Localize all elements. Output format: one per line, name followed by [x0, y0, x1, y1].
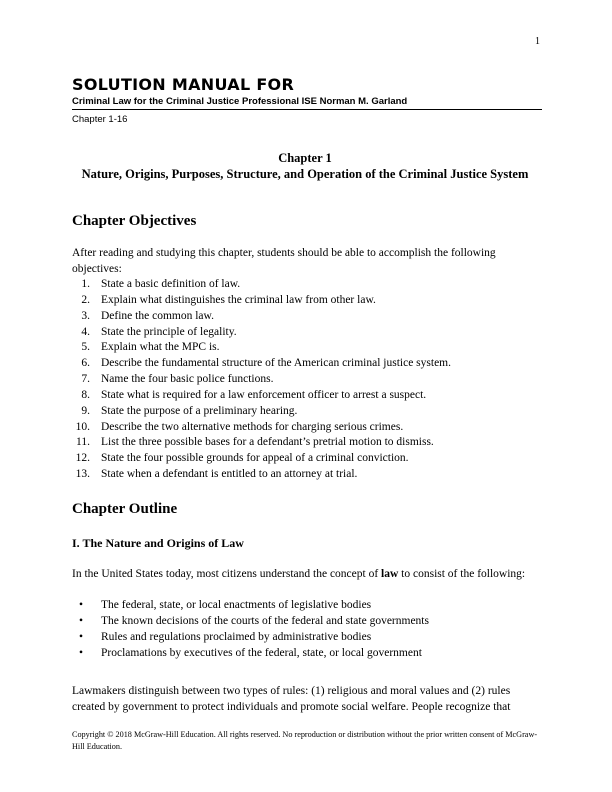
objective-number: 11.: [76, 436, 90, 449]
objective-text: Explain what the MPC is.: [101, 341, 220, 354]
objective-number: 7.: [81, 373, 90, 386]
chapter-title: Nature, Origins, Purposes, Structure, and Operation of the Criminal Justice System: [81, 167, 529, 181]
chapter-range: Chapter 1-16: [72, 114, 128, 125]
objective-item: [72, 372, 542, 388]
bullet-item: [72, 598, 542, 614]
objective-text: State the principle of legality.: [101, 325, 237, 338]
objective-number: 12.: [75, 452, 90, 465]
objectives-intro: After reading and studying this chapter, students should be able to accomplish the following objectives:: [72, 247, 496, 275]
bullet-text: Proclamations by executives of the federal, state, or local government: [101, 646, 422, 659]
objective-item: [72, 340, 542, 356]
document-subtitle: Criminal Law for the Criminal Justice Professional ISE Norman M. Garland: [72, 96, 408, 107]
objective-text: List the three possible bases for a defendant’s pretrial motion to dismiss.: [101, 436, 434, 449]
document-title: SOLUTION MANUAL FOR: [72, 75, 295, 94]
bullet-icon: •: [79, 646, 84, 659]
term-law: law: [381, 568, 399, 580]
bullet-item: [72, 630, 542, 646]
objective-text: Explain what distinguishes the criminal law from other law.: [101, 293, 376, 306]
page-number: 1: [535, 36, 540, 47]
objective-text: Describe the fundamental structure of the American criminal justice system.: [101, 357, 451, 370]
bullet-icon: •: [79, 614, 84, 627]
chapter-label: Chapter 1: [278, 151, 332, 165]
bullet-item: [72, 646, 542, 662]
objective-item: [72, 467, 542, 483]
objective-item: [72, 388, 542, 404]
objective-number: 8.: [81, 388, 90, 401]
objective-text: Describe the two alternative methods for charging serious crimes.: [101, 420, 404, 433]
objective-item: [72, 420, 542, 436]
objective-text: State the purpose of a preliminary hearing.: [101, 404, 298, 417]
bullet-text: Rules and regulations proclaimed by administrative bodies: [101, 630, 372, 643]
bullet-text: The federal, state, or local enactments of legislative bodies: [101, 599, 372, 611]
objective-text: State what is required for a law enforcement officer to arrest a suspect.: [101, 388, 427, 401]
objective-number: 13.: [75, 468, 90, 481]
bullet-icon: •: [79, 630, 84, 643]
objective-number: 5.: [81, 341, 90, 354]
outline-closing-paragraph: Lawmakers distinguish between two types of rules: (1) religious and moral values and (2) rules created by government to protect individuals and promote social welfare. People recognize that: [72, 685, 511, 713]
copyright-footer: Copyright © 2018 McGraw-Hill Education. All rights reserved. No reproduction or distribution without the prior written consent of McGraw-Hill Education.: [72, 730, 538, 751]
objective-item: [72, 356, 542, 372]
bullet-icon: •: [79, 599, 84, 611]
objective-number: 2.: [81, 293, 90, 306]
intro-text-before: In the United States today, most citizens understand the concept of: [72, 568, 382, 580]
bullet-text: The known decisions of the courts of the federal and state governments: [101, 614, 429, 627]
law-sources-list: [72, 598, 542, 661]
objective-number: 6.: [81, 357, 90, 370]
objective-text: State the four possible grounds for appeal of a criminal conviction.: [101, 452, 409, 465]
objective-text: Define the common law.: [101, 309, 214, 322]
objective-text: State a basic definition of law.: [101, 278, 241, 290]
header-divider: [72, 109, 542, 110]
objective-item: [72, 277, 542, 293]
section-heading: I. The Nature and Origins of Law: [72, 536, 244, 550]
objective-text: State when a defendant is entitled to an attorney at trial.: [101, 468, 358, 481]
objective-item: [72, 325, 542, 341]
objective-number: 9.: [81, 404, 90, 417]
objective-item: [72, 404, 542, 420]
objective-number: 4.: [81, 325, 90, 338]
bullet-item: [72, 614, 542, 630]
objectives-heading: Chapter Objectives: [72, 213, 197, 229]
objectives-list: [72, 277, 542, 483]
objective-number: 3.: [81, 309, 90, 322]
objective-item: [72, 309, 542, 325]
intro-text-after: to consist of the following:: [398, 568, 526, 580]
objective-text: Name the four basic police functions.: [101, 373, 274, 386]
objective-number: 1.: [81, 278, 90, 290]
outline-heading: Chapter Outline: [72, 501, 178, 517]
objective-item: [72, 451, 542, 467]
objective-item: [72, 435, 542, 451]
objective-item: [72, 293, 542, 309]
objective-number: 10.: [75, 420, 90, 433]
outline-intro: [72, 567, 542, 583]
